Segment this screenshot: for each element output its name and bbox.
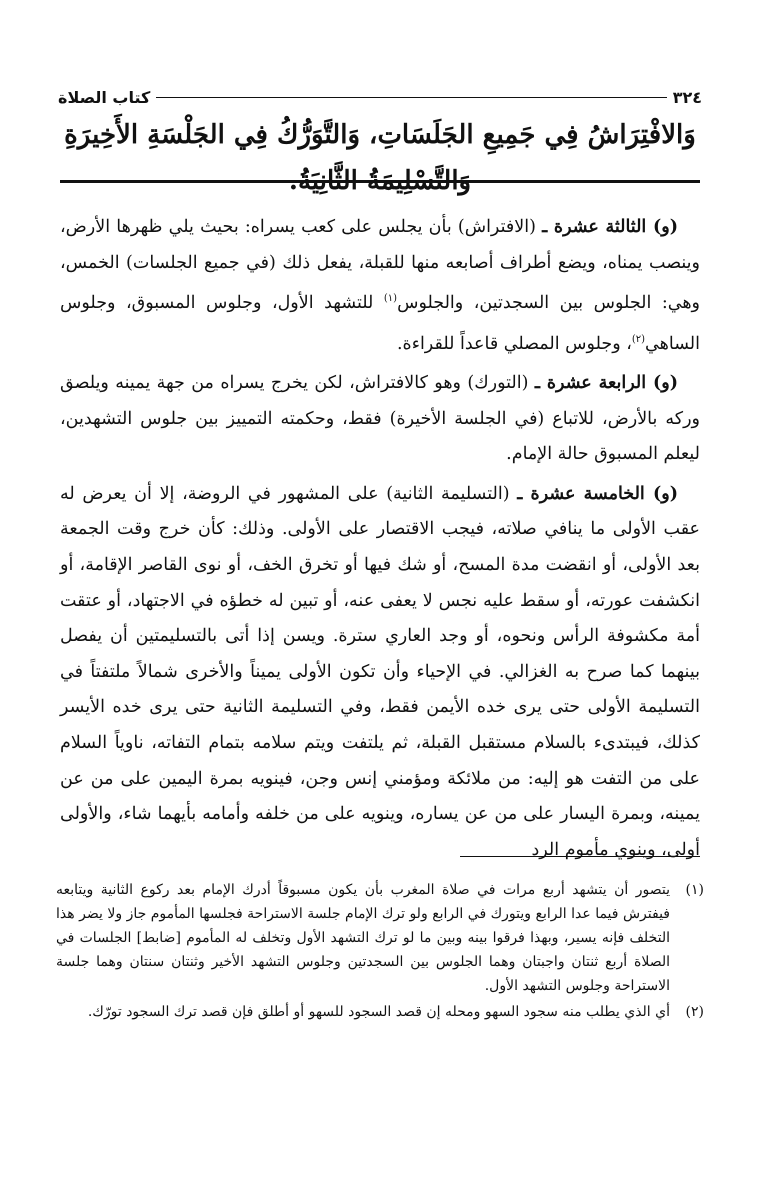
matn-text: وَالافْتِرَاشُ فِي جَمِيعِ الجَلَسَاتِ، وَالتَّوَرُّكُ فِي الجَلْسَةِ الأَخِيرَةِ وَالتَّسْلِيمَةُ الثَّانِيَةُ. (64, 120, 696, 196)
paragraph-lead: (و) الثالثة عشرة ـ (542, 217, 678, 237)
paragraph-lead: (و) الرابعة عشرة ـ (534, 373, 678, 394)
footnote (56, 1000, 704, 1024)
footnote-ref[interactable]: (٢) (631, 333, 646, 345)
running-header (58, 86, 702, 108)
commentary (60, 210, 700, 872)
footnote-text: أي الذي يطلب منه سجود السهو ومحله إن قصد السجود للسهو أو أطلق فإن قصد ترك السجود تورّك. (87, 1004, 670, 1020)
chapter-title: كتاب الصلاة (58, 87, 151, 107)
paragraph-text: ، وجلوس المصلي قاعداً للقراءة. (396, 333, 632, 354)
paragraph (60, 366, 700, 473)
paragraph-text: (التورك) وهو كالافتراش، لكن يخرج يسراه من جهة يمينه ويلصق وركه بالأرض، للاتباع (في الجلسة الأخيرة) فقط، وحكمته التمييز بين جلوس التشهدين، ليعلم المسبوق حالة الإمام. (60, 373, 700, 465)
paragraph-text: (التسليمة الثانية) على المشهور في الروضة، إلا أن يعرض له عقب الأولى ما ينافي صلاته، فيجب الاقتصار على الأولى. وذلك: كأن خرج وقت الجمعة بعد الأولى، أو انقضت مدة المسح، أو شك فيها أو تخرق الخف، أو نوى القاصر الإقامة، أو انكشفت عورته، أو سقط عليه نجس لا يعفى عنه، أو تبين له خطؤه في الاجتهاد، أو عتقت أمة مكشوفة الرأس ونحوه، أو وجد العاري سترة. ويسن إذا أتى بالتسليمتين أن يفصل بينهما كما صرح به الغزالي. في الإحياء وأن تكون الأولى يميناً والأخرى شمالاً ملتفتاً في التسليمة الأولى حتى يرى خده الأيمن فقط، وفي التسليمة الثانية حتى يرى خده الأيسر كذلك، فيبتدىء بالسلام مستقبل القبلة، ثم يلتفت ويتم سلامه بتمام التفاته، ناوياً السلام على من التفت هو إليه: من ملائكة ومؤمني إنس وجن، فينويه بمرة اليمين على من عن يمينه، وبمرة اليسار على من عن يساره، وينويه على من خلفه وأمامه بأيهما شاء، والأولى أولى، وينوي مأموم الرد (60, 483, 700, 860)
footnote (56, 878, 704, 998)
paragraph (60, 210, 700, 362)
footnote-number: (١) (685, 882, 704, 898)
footnote-text: يتصور أن يتشهد أربع مرات في صلاة المغرب بأن يكون مسبوقاً أدرك الإمام بعد ركوع الثانية ويتابعه فيفترش فيما عدا الرابع ويتورك في الرابع ولو ترك الإمام جلسة الاستراحة فجلسها المأموم جاز ولا يضر هذا التخلف فإنه يسير، وبهذا فرقوا بينه وبين ما لو ترك التشهد الأول وتخلف له المأموم [ضابط] الجلسات في الصلاة أربع ثنتان واجبتان وهما الجلوس بين السجدتين وجلوس التشهد الأخير وثنتان سنتان وهما جلسة الاستراحة وجلوس التشهد الأول. (56, 882, 670, 994)
footnotes (56, 878, 704, 1026)
page-number: ٣٢٤ (672, 87, 702, 107)
paragraph-lead: (و) الخامسة عشرة ـ (517, 483, 679, 504)
paragraph (60, 477, 700, 869)
footnote-number: (٢) (685, 1004, 704, 1020)
paragraph-text: (الافتراش) بأن يجلس على كعب يسراه: بحيث يلي ظهرها الأرض، وينصب يمناه، ويضع أطراف أصابعه منها للقبلة، يفعل ذلك (في جميع الجلسات) الخمس، وهي: الجلوس بين السجدتين، والجلوس (60, 217, 700, 314)
matn-divider (60, 180, 700, 183)
footnote-separator (460, 856, 700, 857)
header-rule (156, 97, 666, 98)
paragraph-text: للتشهد الأول، وجلوس المسبوق، وجلوس الساهي (60, 293, 700, 354)
footnote-ref[interactable]: (١) (383, 293, 398, 305)
